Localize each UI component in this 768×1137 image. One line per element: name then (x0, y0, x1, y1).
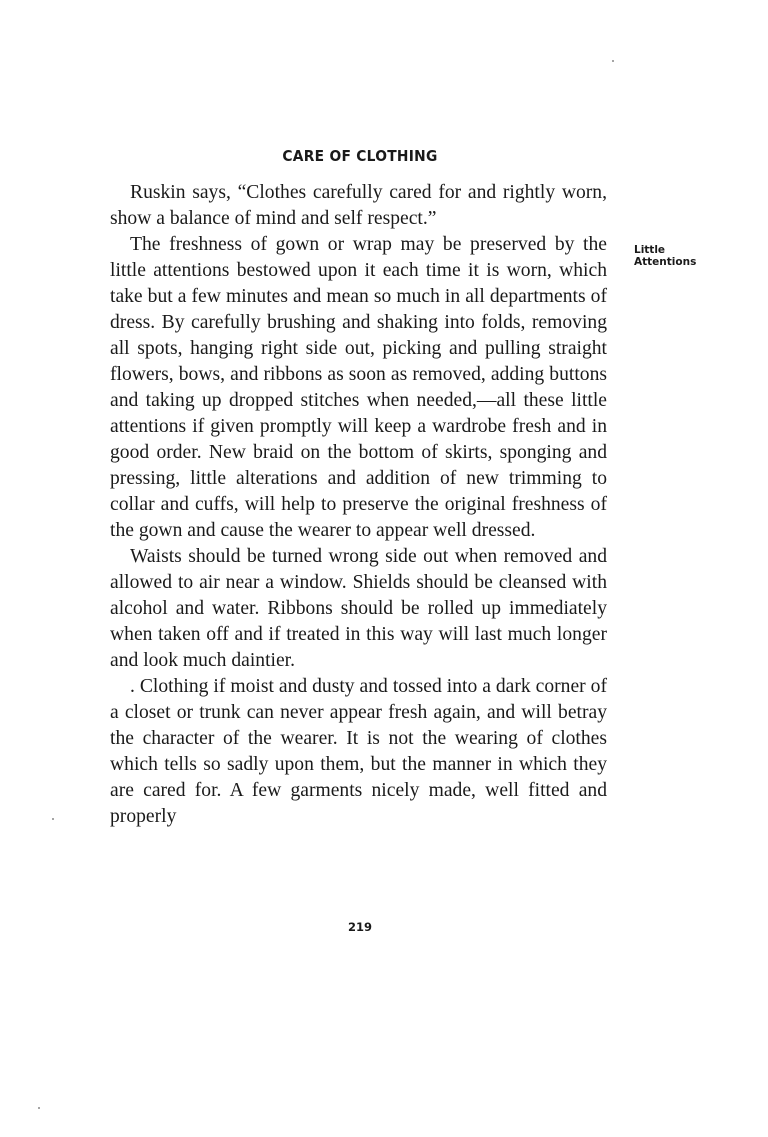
paragraph-1: Ruskin says, “Clothes carefully cared for and rightly worn, show a balance of mind and self respect.” (110, 182, 607, 229)
margin-note-line-1: Little (634, 244, 666, 256)
body-text (110, 180, 607, 830)
scan-speck (612, 60, 614, 62)
chapter-heading: CARE OF CLOTHING (282, 147, 438, 165)
margin-note (634, 244, 696, 268)
paragraph-3: Waists should be turned wrong side out when removed and allowed to air near a window. Shields should be cleansed with alcohol and water. Ribbons should be rolled up immediately when taken off and if treated in this way will last much longer and look much daintier. (110, 546, 607, 671)
scan-speck (52, 818, 54, 820)
paragraph-2: The freshness of gown or wrap may be preserved by the little attentions bestowed upon it each time it is worn, which take but a few minutes and mean so much in all departments of dress. By carefully brushing and shaking into folds, removing all spots, hanging right side out, picking and pulling straight flowers, bows, and ribbons as soon as removed, adding buttons and taking up dropped stitches when needed,—all these little attentions if given promptly will keep a wardrobe fresh and in good order. New braid on the bottom of skirts, sponging and pressing, little alterations and addition of new trimming to collar and cuffs, will help to preserve the original freshness of the gown and cause the wearer to appear well dressed. (110, 234, 607, 541)
page-number: 219 (347, 920, 372, 934)
paragraph-4: . Clothing if moist and dusty and tossed into a dark corner of a closet or trunk can never appear fresh again, and will betray the character of the wearer. It is not the wearing of clothes which tells so sadly upon them, but the manner in which they are cared for. A few garments nicely made, well fitted and properly (110, 676, 607, 827)
scan-speck (38, 1107, 40, 1109)
margin-note-line-2: Attentions (634, 256, 697, 268)
